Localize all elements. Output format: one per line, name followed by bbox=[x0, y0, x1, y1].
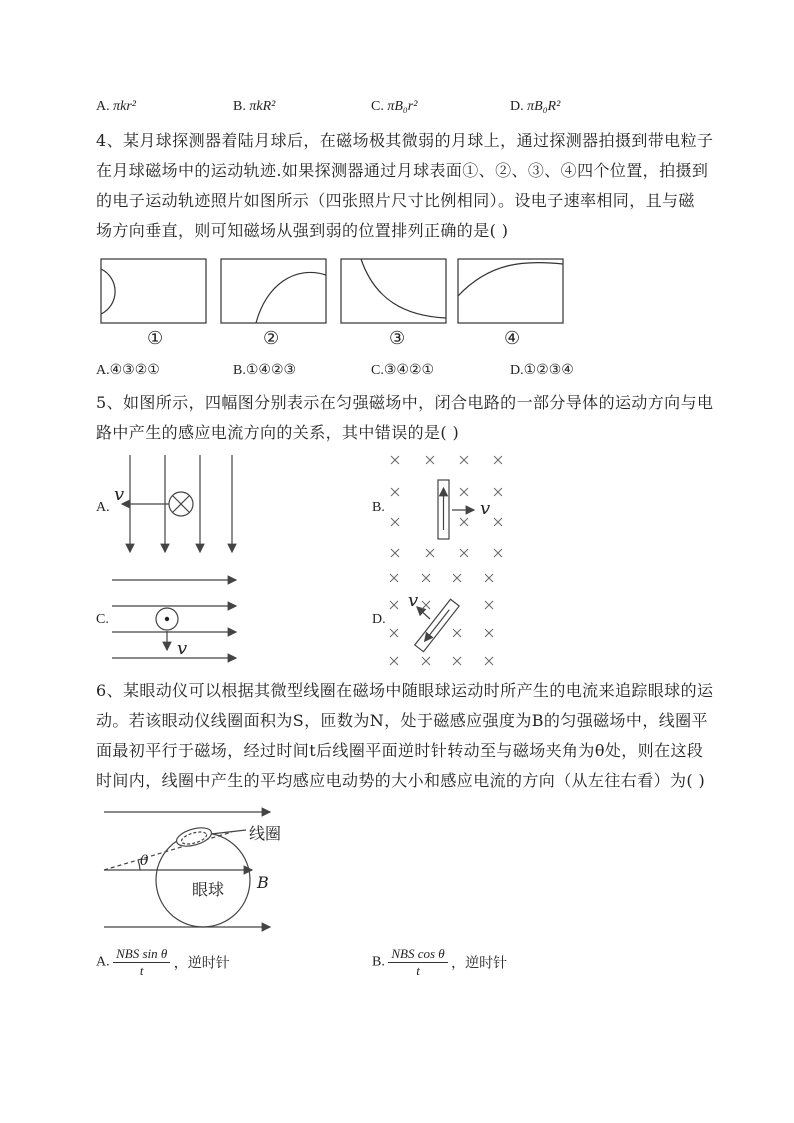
q6-option-b: B. $\frac{\text{NBS cos θ}}{t}$ ，逆时针 bbox=[372, 946, 508, 978]
q4-line-3: 的电子运动轨迹照片如图所示（四张照片尺寸比例相同）。设电子速率相同，且与磁 bbox=[96, 191, 695, 210]
photo-label-2: ② bbox=[263, 328, 280, 349]
q6-line-1: 6、某眼动仪可以根据其微型线圈在磁场中随眼球运动时所产生的电流来追踪眼球的运 bbox=[96, 681, 714, 700]
photo-label-3: ③ bbox=[389, 328, 406, 349]
q3-option-a: A. πkr² bbox=[96, 99, 136, 114]
q4-option-a: A.④③②① bbox=[96, 363, 160, 378]
q4-option-c: C.③④②① bbox=[371, 363, 435, 378]
fig-b-label: B. bbox=[372, 500, 385, 515]
coil-plane-dashed bbox=[104, 832, 232, 870]
q6-line-2: 动。若该眼动仪线圈面积为S，匝数为N，处于磁感应强度为B的匀强磁场中，线圈平 bbox=[96, 711, 708, 730]
q6-option-a: A. $\frac{\text{NBS sin θ}}{t}$ ，逆时针 bbox=[96, 946, 230, 978]
q4-option-b: B.①④②③ bbox=[233, 363, 297, 378]
photo-label-4: ④ bbox=[504, 328, 521, 349]
eyeball-label: 眼球 bbox=[192, 880, 225, 899]
photo-label-1: ① bbox=[147, 328, 164, 349]
fig-d-velocity-label: v bbox=[408, 590, 419, 611]
q4-line-2: 在月球磁场中的运动轨迹.如果探测器通过月球表面①、②、③、④四个位置，拍摄到 bbox=[96, 161, 709, 180]
q6-line-4: 时间内，线圈中产生的平均感应电动势的大小和感应电流的方向（从左往右看）为( ) bbox=[96, 771, 706, 790]
angle-theta-label: θ bbox=[140, 853, 149, 869]
coil-label: 线圈 bbox=[249, 824, 282, 843]
q6-option-a-fraction: $\frac{\text{NBS sin θ}}{t}$ bbox=[113, 946, 170, 979]
q4-line-4: 场方向垂直，则可知磁场从强到弱的位置排列正确的是( ) bbox=[96, 221, 509, 240]
fig-b-velocity-label: v bbox=[480, 498, 491, 519]
fig-c-velocity-label: v bbox=[177, 638, 188, 659]
q6-line-3: 面最初平行于磁场，经过时间t后线圈平面逆时针转动至与磁场夹角为θ处，则在这段 bbox=[96, 741, 704, 760]
q4-option-d: D.①②③④ bbox=[510, 363, 574, 378]
q4-line-1: 4、某月球探测器着陆月球后，在磁场极其微弱的月球上，通过探测器拍摄到带电粒子 bbox=[96, 131, 714, 150]
fig-c-label: C. bbox=[96, 612, 109, 627]
q3-option-d: D. πB₀R² bbox=[510, 99, 561, 114]
field-b-label: B bbox=[257, 873, 269, 892]
coil-ellipse bbox=[174, 824, 213, 849]
q5-line-1: 5、如图所示，四幅图分别表示在匀强磁场中，闭合电路的一部分导体的运动方向与电 bbox=[96, 393, 714, 412]
fig-a-velocity-label: v bbox=[114, 484, 125, 505]
fig-a-label: A. bbox=[96, 500, 110, 515]
q3-option-c: C. πB₀r² bbox=[371, 99, 418, 114]
q5-line-2: 路中产生的感应电流方向的关系，其中错误的是( ) bbox=[96, 423, 460, 442]
q3-option-b: B. πkR² bbox=[233, 99, 276, 114]
fig-d-label: D. bbox=[372, 612, 386, 627]
q6-option-b-fraction: $\frac{\text{NBS cos θ}}{t}$ bbox=[388, 946, 447, 979]
